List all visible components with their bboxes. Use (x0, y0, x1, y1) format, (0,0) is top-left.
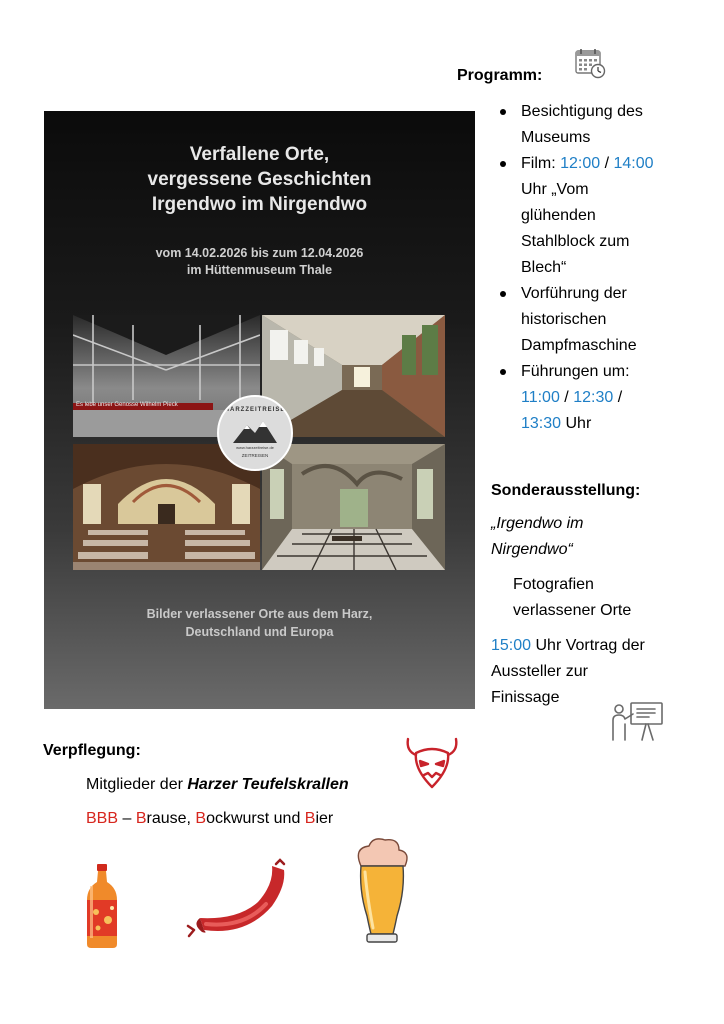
item-text: Dampfmaschine (521, 337, 637, 354)
devil-mask-icon (402, 733, 462, 791)
talk-line: Uhr Vortrag der (531, 637, 645, 654)
poster-venue: im Hüttenmuseum Thale (186, 263, 333, 277)
calendar-clock-icon (574, 47, 606, 79)
time-value: 13:30 (521, 415, 562, 432)
time-value: 11:00 (521, 389, 560, 406)
sausage-icon (186, 858, 298, 946)
sonder-title-line: Nirgendwo“ (491, 541, 573, 558)
item-text: / (600, 155, 614, 172)
poster-footer-line-2: Deutschland und Europa (185, 625, 334, 639)
list-item (492, 151, 712, 281)
sonder-desc-line: Fotografien (513, 576, 594, 593)
club-name: Harzer Teufelskrallen (187, 776, 349, 793)
item-text: Blech“ (521, 259, 567, 276)
item-text: Führungen um: (521, 363, 630, 380)
word-part: ier (315, 810, 334, 827)
exhibition-poster (44, 111, 475, 709)
item-text: Uhr „Vom (521, 181, 589, 198)
talk-line: Aussteller zur (491, 663, 588, 680)
list-item (492, 99, 712, 151)
talk-line: Finissage (491, 689, 560, 706)
dash: – (118, 810, 136, 827)
programm-heading: Programm: (457, 67, 543, 84)
letter-b: B (195, 810, 207, 827)
bbb-line (86, 806, 333, 832)
item-text: Museums (521, 129, 591, 146)
soda-bottle-icon (84, 862, 120, 950)
poster-title-line-1: Verfallene Orte, (189, 144, 330, 165)
sonder-heading: Sonderausstellung: (491, 482, 641, 499)
item-text: / (613, 389, 623, 406)
logo-url: www.harzzeitreise.de (236, 445, 274, 450)
sonder-title (491, 511, 583, 563)
bbb-label: BBB (86, 810, 119, 827)
list-item (492, 359, 712, 437)
time-value: 15:00 (491, 637, 532, 654)
sonder-description (513, 572, 631, 624)
item-text: / (559, 389, 574, 406)
members-line (86, 772, 349, 798)
members-prefix: Mitglieder der (86, 776, 188, 793)
presentation-icon (609, 700, 665, 742)
logo-text: HARZZEITREISE (224, 407, 286, 413)
logo-foot: ZEITREISEN (241, 453, 269, 458)
sonder-desc-line: verlassener Orte (513, 602, 632, 619)
beer-glass-icon (353, 836, 411, 948)
letter-b: B (135, 810, 147, 827)
item-text: Film: (521, 155, 561, 172)
harz-zeitreise-logo (217, 395, 293, 471)
item-text: Uhr (561, 415, 592, 432)
item-text: glühenden (521, 207, 596, 224)
list-item (492, 281, 712, 359)
word-part: ockwurst und (206, 810, 305, 827)
sonder-title-line: „Irgendwo im (491, 515, 584, 532)
poster-footer-line-1: Bilder verlassener Orte aus dem Harz, (146, 607, 373, 621)
time-value: 14:00 (613, 155, 654, 172)
item-text: historischen (521, 311, 607, 328)
item-text: Stahlblock zum (521, 233, 630, 250)
word-part: rause, (146, 810, 196, 827)
item-text: Besichtigung des (521, 103, 643, 120)
verpflegung-heading: Verpflegung: (43, 742, 141, 759)
poster-dates: vom 14.02.2026 bis zum 12.04.2026 (155, 246, 364, 260)
poster-title-line-2: vergessene Geschichten (147, 169, 372, 190)
item-text: Vorführung der (521, 285, 627, 302)
photo-attic-banner: Es lebe unser Genosse Wilhelm Pieck (76, 402, 178, 408)
time-value: 12:30 (573, 389, 614, 406)
time-value: 12:00 (560, 155, 601, 172)
poster-title-line-3: Irgendwo im Nirgendwo (151, 194, 368, 215)
letter-b: B (304, 810, 316, 827)
programm-list (492, 99, 712, 437)
